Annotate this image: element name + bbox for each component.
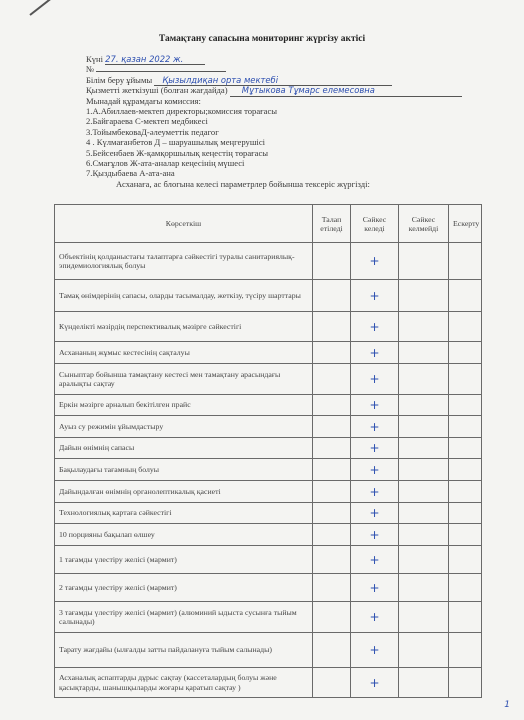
row-noncompliant — [399, 574, 449, 602]
row-compliant-mark: + — [351, 481, 399, 503]
table-row — [55, 364, 482, 395]
row-required — [313, 312, 351, 342]
row-compliant-mark: + — [351, 438, 399, 459]
row-noncompliant — [399, 633, 449, 668]
row-compliant-mark: + — [351, 668, 399, 698]
performer-label: Қызметті жеткізуші (болған жағдайда) — [86, 85, 228, 96]
row-noncompliant — [399, 395, 449, 416]
row-noncompliant — [399, 438, 449, 459]
row-indicator: Тамақ өнімдерінің сапасы, оларды тасымалдау, жеткізу, түсіру шарттары — [55, 280, 313, 312]
row-compliant-mark: + — [351, 364, 399, 395]
date-value: 27. қазан 2022 ж. — [105, 54, 205, 65]
commission-member-1: 1.А.Абиллаев-мектеп директоры;комиссия торағасы — [86, 105, 278, 116]
commission-member-7: 7.Қыздыбаева А-ата-ана — [86, 168, 175, 179]
row-indicator: Еркін мәзірге арналып бекітілген прайс — [55, 395, 313, 416]
row-indicator: 10 порцияны бақылап өлшеу — [55, 524, 313, 546]
table-row — [55, 416, 482, 438]
row-compliant-mark: + — [351, 459, 399, 481]
row-required — [313, 280, 351, 312]
row-noncompliant — [399, 481, 449, 503]
row-indicator: Дайындалған өнімнің органолептикалық қасиеті — [55, 481, 313, 503]
row-noncompliant — [399, 602, 449, 633]
header-noncompliant: Сәйкес келмейді — [399, 205, 449, 243]
table-row — [55, 459, 482, 481]
row-noncompliant — [399, 503, 449, 524]
row-indicator: Тарату жағдайы (ылғалды затты пайдалануға тыйым салынады) — [55, 633, 313, 668]
row-indicator: Дайын өнімнің сапасы — [55, 438, 313, 459]
row-note — [449, 459, 482, 481]
row-note — [449, 243, 482, 280]
row-noncompliant — [399, 243, 449, 280]
row-noncompliant — [399, 342, 449, 364]
row-compliant-mark: + — [351, 312, 399, 342]
row-note — [449, 280, 482, 312]
performer-value: Мұтыкова Тұмарс елемесовна — [230, 85, 462, 96]
row-compliant-mark: + — [351, 602, 399, 633]
row-indicator: 3 тағамды үлестіру желісі (мармит) (алюминий ыдыста сусынға тыйым салынады) — [55, 602, 313, 633]
header-required: Талап етіледі — [313, 205, 351, 243]
row-required — [313, 602, 351, 633]
row-required — [313, 438, 351, 459]
date-label: Күні — [86, 54, 104, 64]
table-row — [55, 633, 482, 668]
document-title: Тамақтану сапасына мониторинг жүргізу актісі — [158, 34, 366, 44]
row-noncompliant — [399, 364, 449, 395]
header-compliant: Сәйкес келеді — [351, 205, 399, 243]
row-compliant-mark: + — [351, 503, 399, 524]
commission-member-5: 5.Бейсенбаев Ж-қамқоршылық кеңестің төрағасы — [86, 147, 269, 158]
row-required — [313, 633, 351, 668]
row-noncompliant — [399, 546, 449, 574]
table-row — [55, 312, 482, 342]
commission-member-6: 6.Смағұлов Ж-ата-аналар кеңесінің мүшесі — [86, 157, 245, 168]
row-indicator: Асханалық аспаптарды дұрыс сақтау (кассеталардың болуы және қасықтарды, шанышқыларды жоғары қаратып сақтау ) — [55, 668, 313, 698]
row-required — [313, 524, 351, 546]
row-indicator: Технологиялық картаға сәйкестігі — [55, 503, 313, 524]
school-label: Білім беру ұйымы — [86, 74, 153, 85]
row-required — [313, 668, 351, 698]
table-row — [55, 342, 482, 364]
row-compliant-mark: + — [351, 395, 399, 416]
number-field — [96, 71, 226, 72]
table-row — [55, 602, 482, 633]
row-note — [449, 416, 482, 438]
row-note — [449, 364, 482, 395]
row-note — [449, 342, 482, 364]
commission-header: Мынадай құрамдағы комиссия: — [86, 95, 201, 106]
performer-line — [86, 85, 506, 95]
info-block — [86, 54, 506, 189]
commission-member-3: 3.ТойымбековаД-әлеуметтік педагог — [86, 126, 219, 137]
row-noncompliant — [399, 524, 449, 546]
row-note — [449, 481, 482, 503]
date-line — [86, 54, 506, 64]
row-note — [449, 395, 482, 416]
row-required — [313, 481, 351, 503]
row-required — [313, 364, 351, 395]
table-row — [55, 438, 482, 459]
row-indicator: 1 тағамды үлестіру желісі (мармит) — [55, 546, 313, 574]
table-row — [55, 668, 482, 698]
commission-member-4: 4 . Күлмағанбетов Д – шаруашылық меңгерушісі — [86, 137, 266, 148]
row-compliant-mark: + — [351, 416, 399, 438]
intro-text: Асханаға, ас блогына келесі параметрлер бойынша тексеріс жүргізді: — [116, 178, 370, 189]
table-row — [55, 574, 482, 602]
row-required — [313, 395, 351, 416]
table-row — [55, 481, 482, 503]
row-compliant-mark: + — [351, 546, 399, 574]
row-required — [313, 243, 351, 280]
row-indicator: Бақылаудағы тағамның болуы — [55, 459, 313, 481]
row-note — [449, 668, 482, 698]
row-required — [313, 459, 351, 481]
number-label: № — [86, 64, 95, 75]
inspection-table — [54, 204, 482, 698]
row-compliant-mark: + — [351, 574, 399, 602]
row-noncompliant — [399, 280, 449, 312]
row-noncompliant — [399, 416, 449, 438]
table-row — [55, 280, 482, 312]
table-header-row — [55, 205, 482, 243]
table-row — [55, 243, 482, 280]
commission-member-2: 2.Байгараева С-мектеп медбикесі — [86, 116, 208, 127]
row-compliant-mark: + — [351, 633, 399, 668]
row-compliant-mark: + — [351, 280, 399, 312]
row-noncompliant — [399, 459, 449, 481]
row-required — [313, 416, 351, 438]
row-indicator: Асхананың жұмыс кестесінің сақталуы — [55, 342, 313, 364]
table-row — [55, 524, 482, 546]
table-row — [55, 546, 482, 574]
row-indicator: Объектінің қолданыстағы талаптарға сәйкестігі туралы санитариялық-эпидемиологиялық болуы — [55, 243, 313, 280]
row-indicator: Ауыз су режимін ұйымдастыру — [55, 416, 313, 438]
row-note — [449, 503, 482, 524]
row-noncompliant — [399, 668, 449, 698]
row-indicator: Сыныптар бойынша тамақтану кестесі мен тамақтану арасындағы аралықты сақтау — [55, 364, 313, 395]
number-line — [86, 64, 506, 74]
row-note — [449, 524, 482, 546]
row-note — [449, 546, 482, 574]
row-indicator: Күнделікті мәзірдің перспективалық мәзірге сәйкестігі — [55, 312, 313, 342]
school-value: Қызылдиқан орта мектебі — [154, 75, 392, 86]
row-required — [313, 503, 351, 524]
header-indicator: Көрсеткіш — [55, 205, 313, 243]
school-line — [86, 75, 506, 85]
row-required — [313, 342, 351, 364]
table-row — [55, 395, 482, 416]
row-required — [313, 546, 351, 574]
row-note — [449, 602, 482, 633]
row-noncompliant — [399, 312, 449, 342]
row-note — [449, 633, 482, 668]
row-note — [449, 312, 482, 342]
row-compliant-mark: + — [351, 243, 399, 280]
row-indicator: 2 тағамды үлестіру желісі (мармит) — [55, 574, 313, 602]
row-required — [313, 574, 351, 602]
row-compliant-mark: + — [351, 524, 399, 546]
pen-mark — [29, 0, 51, 16]
row-note — [449, 438, 482, 459]
header-note: Ескерту — [449, 205, 482, 243]
row-compliant-mark: + — [351, 342, 399, 364]
table-row — [55, 503, 482, 524]
row-note — [449, 574, 482, 602]
page-number: 1 — [504, 700, 510, 710]
